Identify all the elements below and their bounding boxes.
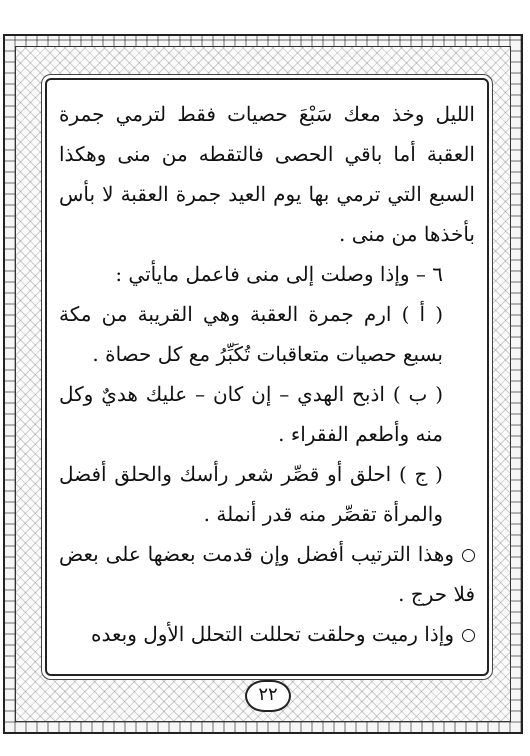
page-number: ٢٢ [245, 680, 291, 712]
paragraph-item-a: ( أ ) ارم جمرة العقبة وهي القريبة من مكة بسبع حصيات متعاقبات تُكَبِّرُ مع كل حصاة . [59, 302, 443, 366]
bullet-paragraph-tahallul [59, 614, 475, 654]
paragraph-mina-intro: ٦ – وإذا وصلت إلى منى فاعمل مايأتي : [115, 262, 443, 286]
hollow-circle-bullet-icon [462, 549, 475, 562]
bullet-paragraph-order [59, 534, 475, 614]
text-panel [45, 78, 489, 676]
bullet-text-order: وهذا الترتيب أفضل وإن قدمت بعضها على بعض فلا حرج . [59, 542, 475, 606]
bullet-text-tahallul: وإذا رميت وحلقت تحللت التحلل الأول وبعده [91, 622, 454, 646]
paragraph-item-c: ( ج ) احلق أو قصِّر شعر رأسك والحلق أفضل والمرأة تقصِّر منه قدر أنملة . [59, 462, 443, 526]
paragraph-item-b: ( ب ) اذبح الهدي – إن كان – عليك هديٌ وكل منه وأطعم الفقراء . [59, 382, 443, 446]
hollow-circle-bullet-icon [462, 629, 475, 642]
page-text [59, 94, 475, 654]
decorative-page-border [3, 34, 523, 734]
paragraph-stones: الليل وخذ معك سَبْعَ حصيات فقط لترمي جمرة العقبة أما باقي الحصى فالتقطه من منى وهكذا السبع التي ترمي بها يوم العيد جمرة العقبة لا بأس بأخذها من منى . [59, 102, 475, 246]
